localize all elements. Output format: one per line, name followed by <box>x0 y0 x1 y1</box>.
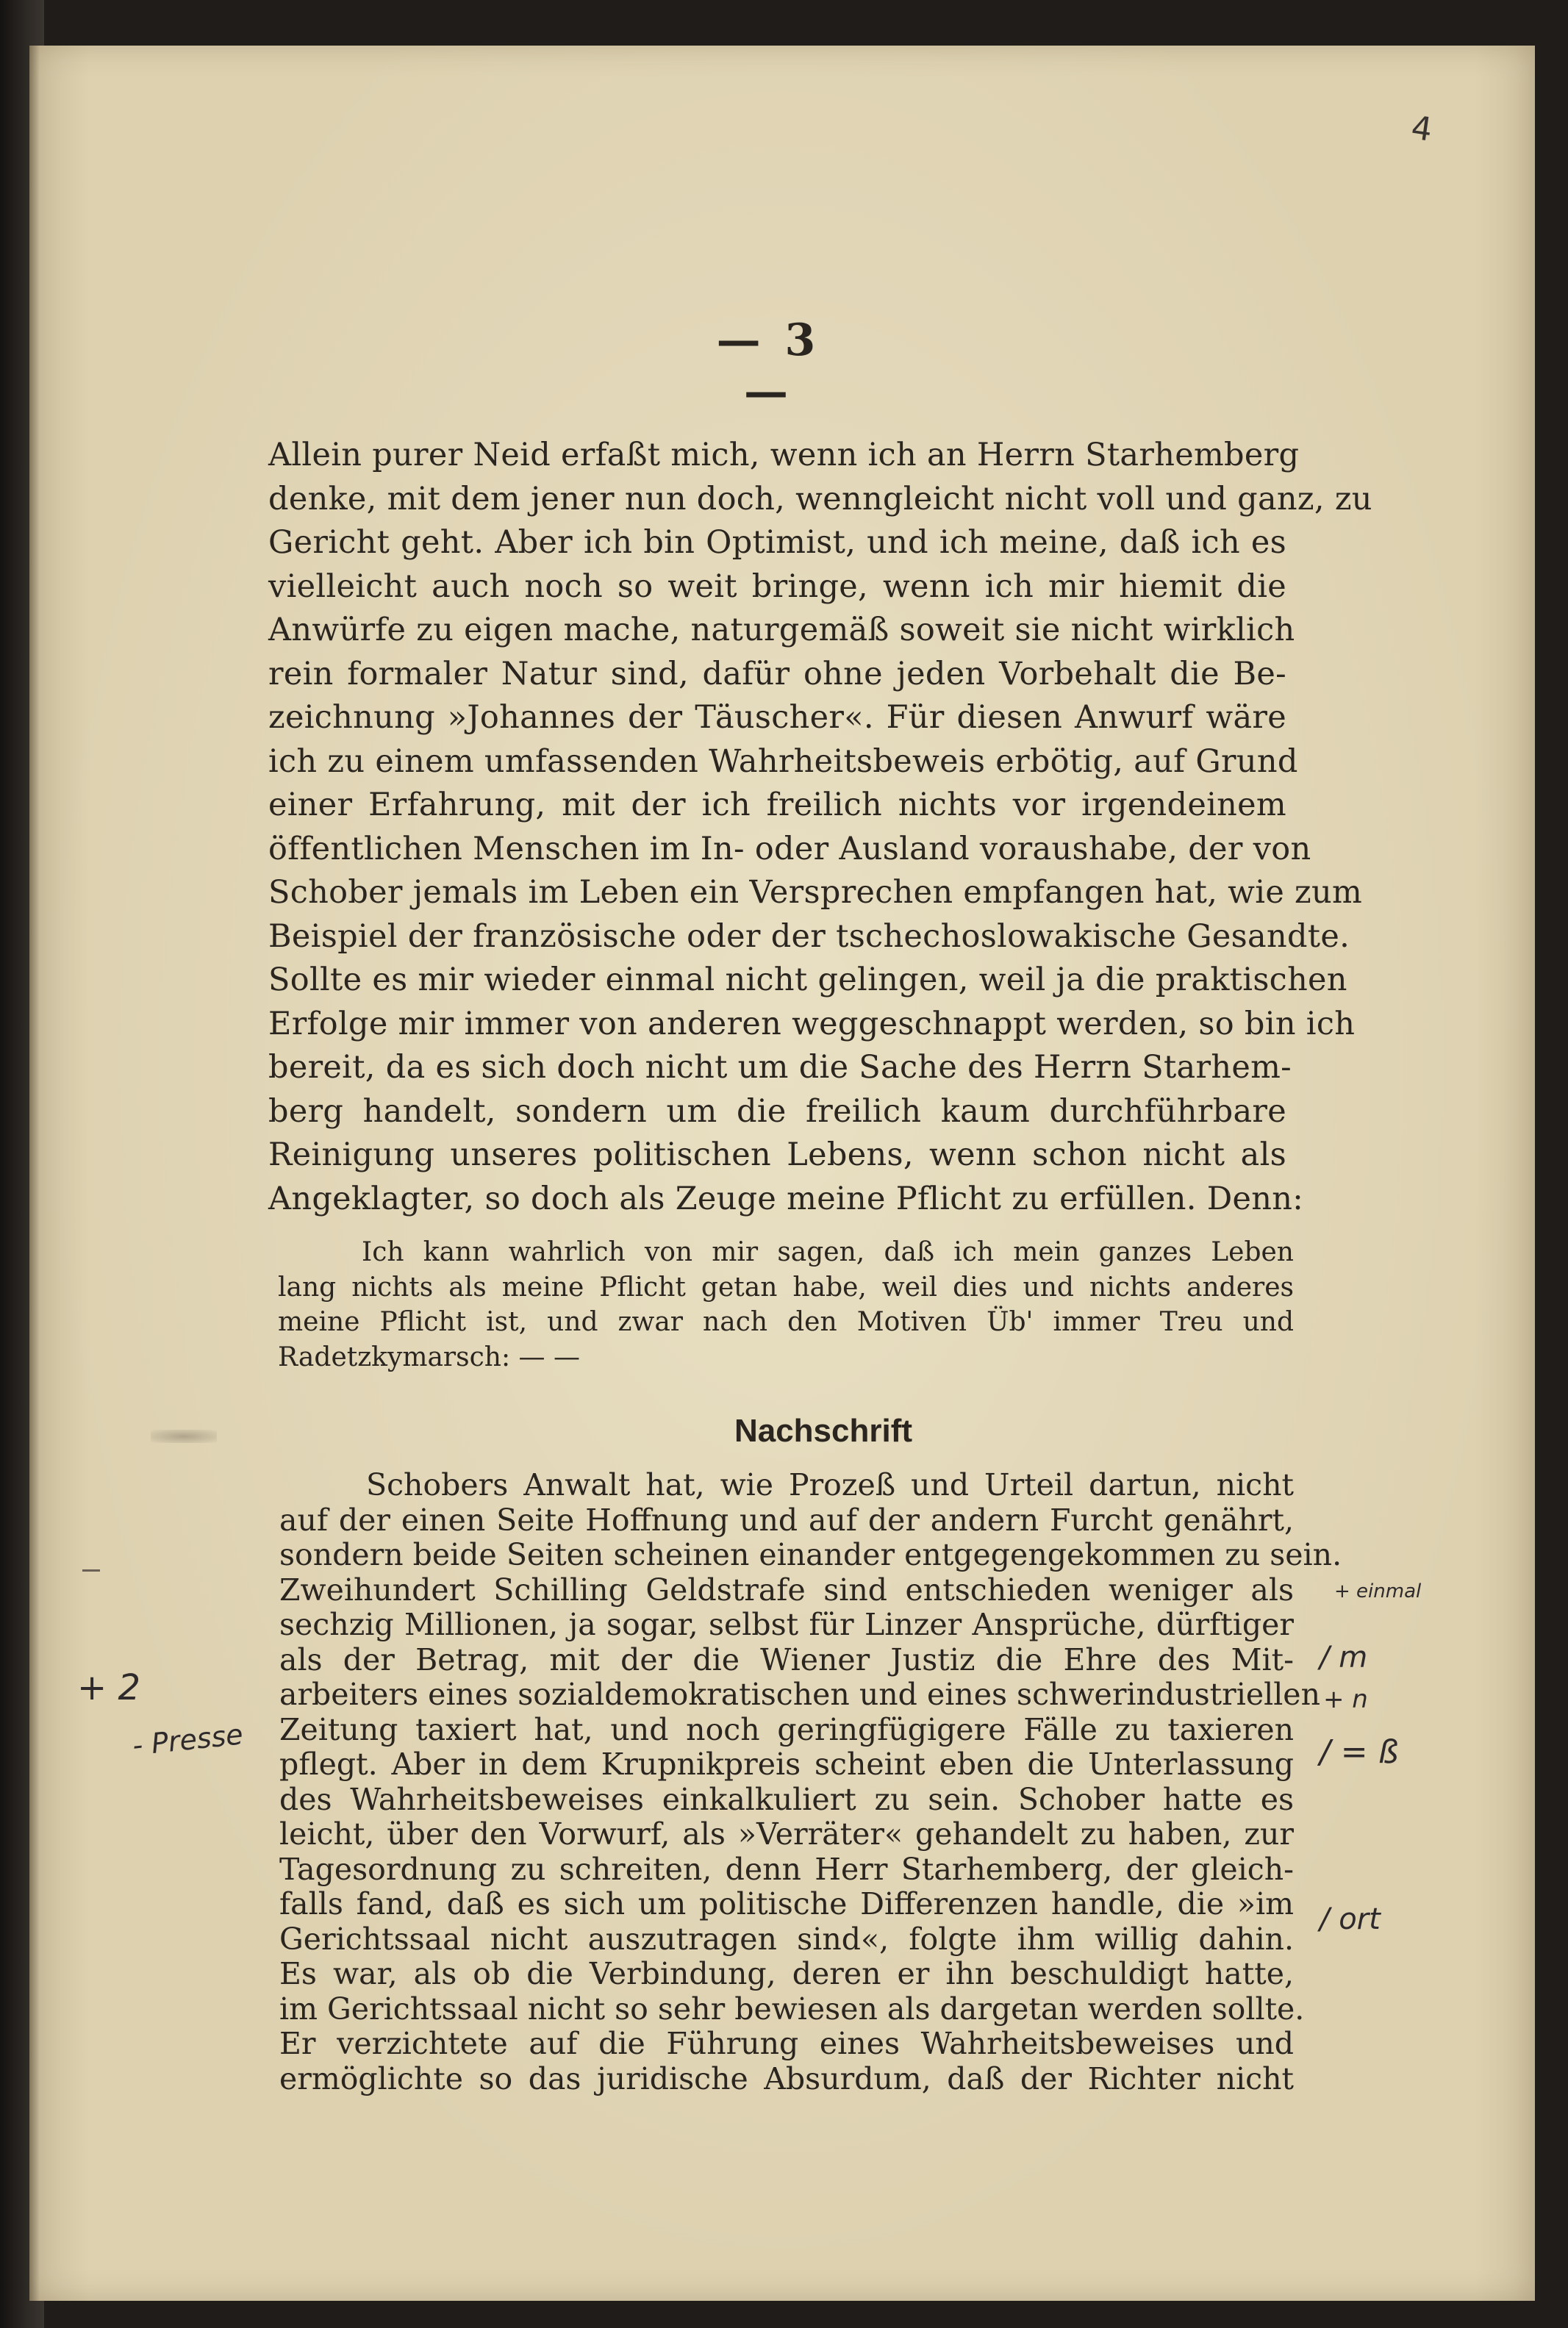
text-line: Reinigung unseres politischen Lebens, wenn schon nicht als <box>268 1136 1286 1173</box>
text-line: leicht, über den Vorwurf, als »Verräter« gehandelt zu haben, zur <box>279 1816 1294 1852</box>
ink-smudge <box>151 1430 217 1443</box>
quote-line: Radetzkymarsch: — — <box>278 1342 580 1372</box>
text-line: Beispiel der französische oder der tschechoslowakische Gesandte. <box>268 918 1350 955</box>
text-line: Schober jemals im Leben ein Versprechen empfangen hat, wie zum <box>268 874 1363 911</box>
text-line: Angeklagter, so doch als Zeuge meine Pflicht zu erfüllen. Denn: <box>268 1181 1304 1217</box>
text-line: auf der einen Seite Hoffnung und auf der andern Furcht genährt, <box>279 1503 1294 1538</box>
text-line: Sollte es mir wieder einmal nicht gelingen, weil ja die praktischen <box>268 961 1347 998</box>
text-line: Allein purer Neid erfaßt mich, wenn ich an Herrn Starhemberg <box>268 437 1300 473</box>
text-line: rein formaler Natur sind, dafür ohne jeden Vorbehalt die Be- <box>268 656 1286 692</box>
margin-dash-mark <box>82 1569 100 1572</box>
text-line: falls fand, daß es sich um politische Differenzen handle, die »im <box>279 1886 1294 1922</box>
text-line: berg handelt, sondern um die freilich kaum durchführbare <box>268 1093 1286 1130</box>
text-line: des Wahrheitsbeweises einkalkuliert zu sein. Schober hatte es <box>279 1782 1294 1817</box>
page-gutter-shadow <box>29 46 40 2301</box>
text-line: denke, mit dem jener nun doch, wenngleicht nicht voll und ganz, zu <box>268 481 1372 517</box>
text-line: öffentlichen Menschen im In- oder Ausland voraushabe, der von <box>268 831 1311 867</box>
postscript-heading: Nachschrift <box>734 1413 913 1449</box>
margin-note-right: + n <box>1323 1685 1368 1714</box>
text-line: Tagesordnung zu schreiten, denn Herr Starhemberg, der gleich- <box>279 1852 1294 1887</box>
text-line: ich zu einem umfassenden Wahrheitsbeweis erbötig, auf Grund <box>268 743 1298 780</box>
margin-note-right: / = ß <box>1320 1733 1399 1771</box>
text-line: Es war, als ob die Verbindung, deren er ihn beschuldigt hatte, <box>279 1956 1294 1991</box>
quote-line: meine Pflicht ist, und zwar nach den Motiven Üb' immer Treu und <box>278 1307 1294 1337</box>
margin-note-right: / m <box>1320 1641 1368 1675</box>
margin-note-right: + einmal <box>1334 1580 1422 1602</box>
text-line: zeichnung »Johannes der Täuscher«. Für diesen Anwurf wäre <box>268 699 1286 736</box>
text-line: sechzig Millionen, ja sogar, selbst für Linzer Ansprüche, dürftiger <box>279 1607 1294 1642</box>
text-line: Zeitung taxiert hat, und noch geringfügigere Fälle zu taxieren <box>279 1712 1294 1747</box>
margin-note-right: / ort <box>1320 1902 1381 1936</box>
text-line: Gerichtssaal nicht auszutragen sind«, folgte ihm willig dahin. <box>279 1922 1294 1957</box>
text-line: als der Betrag, mit der die Wiener Justiz die Ehre des Mit- <box>279 1642 1294 1677</box>
page-number: — 3 — <box>716 315 820 418</box>
text-line: arbeiters eines sozialdemokratischen und eines schwerindustriellen <box>279 1677 1320 1712</box>
text-line: Erfolge mir immer von anderen weggeschnappt werden, so bin ich <box>268 1006 1356 1042</box>
text-line: sondern beide Seiten scheinen einander entgegengekommen zu sein. <box>279 1537 1342 1572</box>
quote-line: Ich kann wahrlich von mir sagen, daß ich mein ganzes Leben <box>362 1237 1294 1267</box>
margin-note-left: - Presse <box>131 1718 245 1762</box>
text-line: pflegt. Aber in dem Krupnikpreis scheint eben die Unterlassung <box>279 1747 1294 1782</box>
text-line: Anwürfe zu eigen mache, naturgemäß soweit sie nicht wirklich <box>268 612 1295 648</box>
text-line: ermöglichte so das juridische Absurdum, daß der Richter nicht <box>279 2061 1294 2096</box>
text-line: einer Erfahrung, mit der ich freilich nichts vor irgendeinem <box>268 787 1286 823</box>
text-line: im Gerichtssaal nicht so sehr bewiesen als dargetan werden sollte. <box>279 1991 1305 2027</box>
text-line: Schobers Anwalt hat, wie Prozeß und Urteil dartun, nicht <box>366 1467 1294 1503</box>
corner-pencil-mark: 4 <box>1408 109 1435 149</box>
text-line: bereit, da es sich doch nicht um die Sache des Herrn Starhem- <box>268 1049 1292 1086</box>
text-line: Zweihundert Schilling Geldstrafe sind entschieden weniger als <box>279 1572 1294 1608</box>
text-line: Gericht geht. Aber ich bin Optimist, und ich meine, daß ich es <box>268 524 1286 561</box>
quote-line: lang nichts als meine Pflicht getan habe, weil dies und nichts anderes <box>278 1272 1294 1303</box>
text-line: Er verzichtete auf die Führung eines Wahrheitsbeweises und <box>279 2026 1294 2061</box>
margin-note-left: + 2 <box>77 1667 141 1708</box>
text-line: vielleicht auch noch so weit bringe, wenn ich mir hiemit die <box>268 568 1286 605</box>
